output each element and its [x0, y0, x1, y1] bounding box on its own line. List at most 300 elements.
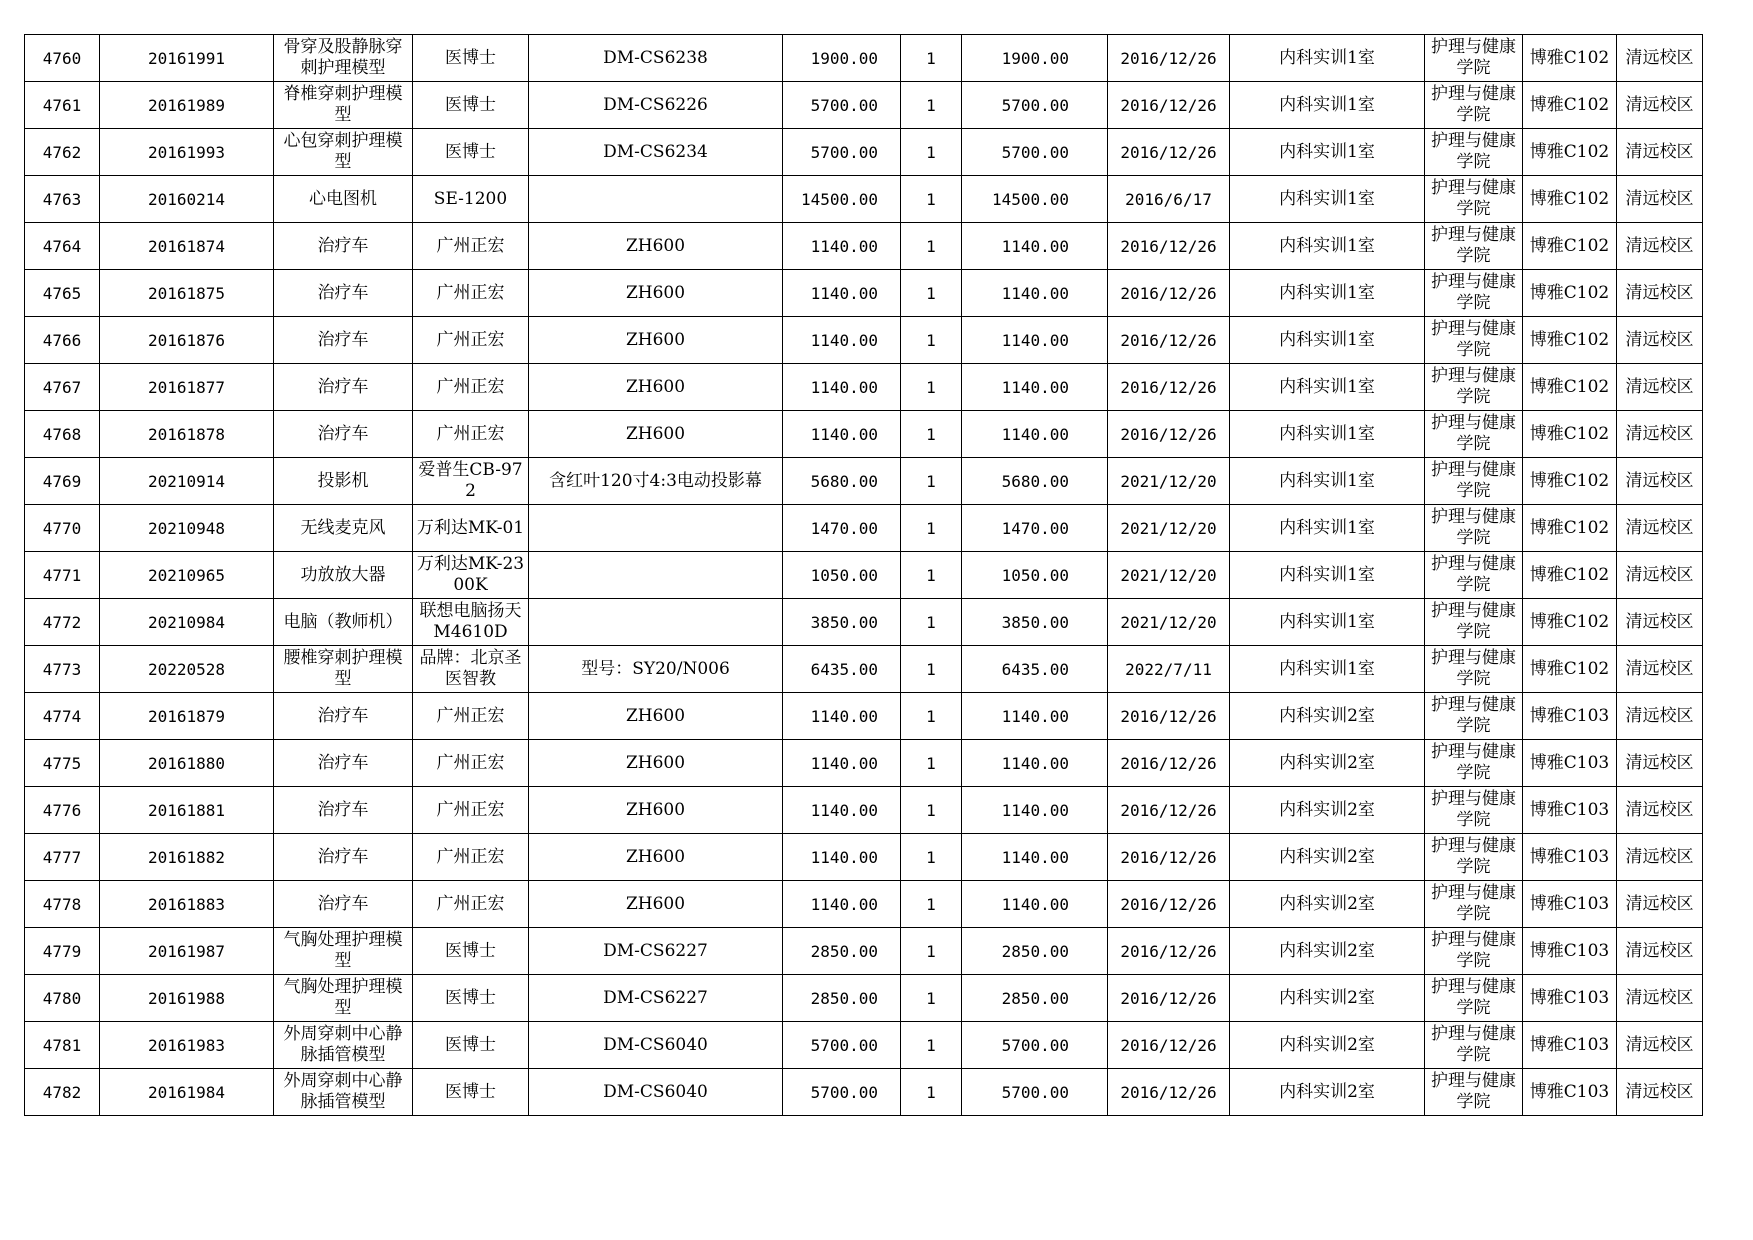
- cell-name: 无线麦克风: [274, 505, 413, 552]
- cell-date: 2016/12/26: [1108, 787, 1230, 834]
- cell-seq: 4760: [25, 35, 100, 82]
- cell-total: 2850.00: [962, 975, 1108, 1022]
- asset-table: [24, 34, 1703, 1116]
- table-row: [25, 505, 1703, 552]
- cell-total: 14500.00: [962, 176, 1108, 223]
- cell-date: 2016/6/17: [1108, 176, 1230, 223]
- cell-campus: 清远校区: [1617, 317, 1703, 364]
- cell-name: 功放放大器: [274, 552, 413, 599]
- cell-dept: 护理与健康学院: [1425, 223, 1523, 270]
- cell-location: 内科实训1室: [1230, 364, 1425, 411]
- cell-name: 治疗车: [274, 364, 413, 411]
- cell-total: 1140.00: [962, 881, 1108, 928]
- cell-name: 电脑（教师机）: [274, 599, 413, 646]
- cell-seq: 4781: [25, 1022, 100, 1069]
- cell-brand: 广州正宏: [413, 787, 529, 834]
- cell-location: 内科实训2室: [1230, 787, 1425, 834]
- cell-campus: 清远校区: [1617, 881, 1703, 928]
- cell-total: 1140.00: [962, 364, 1108, 411]
- cell-room: 博雅C103: [1523, 693, 1617, 740]
- cell-campus: 清远校区: [1617, 599, 1703, 646]
- cell-model: ZH600: [529, 223, 783, 270]
- cell-dept: 护理与健康学院: [1425, 975, 1523, 1022]
- cell-dept: 护理与健康学院: [1425, 317, 1523, 364]
- table-row: [25, 364, 1703, 411]
- cell-total: 1900.00: [962, 35, 1108, 82]
- cell-room: 博雅C102: [1523, 599, 1617, 646]
- cell-date: 2016/12/26: [1108, 317, 1230, 364]
- cell-room: 博雅C102: [1523, 223, 1617, 270]
- cell-dept: 护理与健康学院: [1425, 82, 1523, 129]
- cell-brand: 广州正宏: [413, 223, 529, 270]
- cell-dept: 护理与健康学院: [1425, 176, 1523, 223]
- cell-room: 博雅C103: [1523, 1069, 1617, 1116]
- cell-campus: 清远校区: [1617, 35, 1703, 82]
- cell-seq: 4770: [25, 505, 100, 552]
- cell-campus: 清远校区: [1617, 975, 1703, 1022]
- cell-location: 内科实训1室: [1230, 129, 1425, 176]
- table-row: [25, 1069, 1703, 1116]
- cell-brand: 广州正宏: [413, 740, 529, 787]
- cell-campus: 清远校区: [1617, 458, 1703, 505]
- cell-dept: 护理与健康学院: [1425, 787, 1523, 834]
- cell-asset-no: 20161993: [100, 129, 274, 176]
- cell-campus: 清远校区: [1617, 787, 1703, 834]
- cell-model: 含红叶120寸4:3电动投影幕: [529, 458, 783, 505]
- cell-qty: 1: [901, 834, 962, 881]
- cell-model: DM-CS6040: [529, 1022, 783, 1069]
- cell-seq: 4766: [25, 317, 100, 364]
- cell-dept: 护理与健康学院: [1425, 458, 1523, 505]
- cell-room: 博雅C102: [1523, 552, 1617, 599]
- cell-seq: 4764: [25, 223, 100, 270]
- cell-dept: 护理与健康学院: [1425, 693, 1523, 740]
- cell-qty: 1: [901, 975, 962, 1022]
- cell-location: 内科实训2室: [1230, 928, 1425, 975]
- cell-campus: 清远校区: [1617, 693, 1703, 740]
- cell-qty: 1: [901, 693, 962, 740]
- cell-date: 2016/12/26: [1108, 1069, 1230, 1116]
- cell-asset-no: 20161987: [100, 928, 274, 975]
- table-row: [25, 881, 1703, 928]
- cell-unit-price: 5700.00: [783, 82, 901, 129]
- cell-brand: 广州正宏: [413, 364, 529, 411]
- cell-brand: 品牌：北京圣医智教: [413, 646, 529, 693]
- cell-date: 2016/12/26: [1108, 834, 1230, 881]
- cell-model: [529, 176, 783, 223]
- cell-total: 1470.00: [962, 505, 1108, 552]
- cell-model: DM-CS6227: [529, 975, 783, 1022]
- asset-table-body: [25, 35, 1703, 1116]
- cell-dept: 护理与健康学院: [1425, 881, 1523, 928]
- cell-seq: 4778: [25, 881, 100, 928]
- cell-model: DM-CS6234: [529, 129, 783, 176]
- cell-total: 1050.00: [962, 552, 1108, 599]
- cell-brand: 广州正宏: [413, 881, 529, 928]
- cell-date: 2021/12/20: [1108, 505, 1230, 552]
- cell-unit-price: 14500.00: [783, 176, 901, 223]
- cell-campus: 清远校区: [1617, 129, 1703, 176]
- cell-dept: 护理与健康学院: [1425, 928, 1523, 975]
- cell-asset-no: 20161883: [100, 881, 274, 928]
- table-row: [25, 599, 1703, 646]
- cell-seq: 4765: [25, 270, 100, 317]
- table-row: [25, 740, 1703, 787]
- cell-qty: 1: [901, 928, 962, 975]
- cell-dept: 护理与健康学院: [1425, 1069, 1523, 1116]
- cell-location: 内科实训1室: [1230, 35, 1425, 82]
- cell-unit-price: 1140.00: [783, 881, 901, 928]
- cell-model: ZH600: [529, 364, 783, 411]
- cell-qty: 1: [901, 411, 962, 458]
- cell-date: 2016/12/26: [1108, 223, 1230, 270]
- cell-model: ZH600: [529, 693, 783, 740]
- cell-brand: 医博士: [413, 928, 529, 975]
- cell-qty: 1: [901, 787, 962, 834]
- cell-name: 气胸处理护理模型: [274, 928, 413, 975]
- cell-dept: 护理与健康学院: [1425, 364, 1523, 411]
- cell-name: 外周穿刺中心静脉插管模型: [274, 1069, 413, 1116]
- cell-total: 1140.00: [962, 834, 1108, 881]
- cell-brand: 广州正宏: [413, 411, 529, 458]
- asset-table-sheet: [24, 34, 1703, 1116]
- cell-total: 2850.00: [962, 928, 1108, 975]
- cell-asset-no: 20161874: [100, 223, 274, 270]
- cell-location: 内科实训2室: [1230, 693, 1425, 740]
- cell-seq: 4768: [25, 411, 100, 458]
- cell-campus: 清远校区: [1617, 176, 1703, 223]
- cell-seq: 4773: [25, 646, 100, 693]
- cell-unit-price: 1050.00: [783, 552, 901, 599]
- cell-campus: 清远校区: [1617, 270, 1703, 317]
- cell-dept: 护理与健康学院: [1425, 129, 1523, 176]
- cell-asset-no: 20161876: [100, 317, 274, 364]
- cell-location: 内科实训1室: [1230, 270, 1425, 317]
- cell-unit-price: 1140.00: [783, 834, 901, 881]
- cell-room: 博雅C103: [1523, 881, 1617, 928]
- cell-seq: 4763: [25, 176, 100, 223]
- cell-brand: 广州正宏: [413, 270, 529, 317]
- cell-campus: 清远校区: [1617, 1022, 1703, 1069]
- cell-asset-no: 20210914: [100, 458, 274, 505]
- cell-brand: 医博士: [413, 975, 529, 1022]
- cell-unit-price: 1140.00: [783, 411, 901, 458]
- cell-asset-no: 20210948: [100, 505, 274, 552]
- cell-model: ZH600: [529, 317, 783, 364]
- cell-dept: 护理与健康学院: [1425, 505, 1523, 552]
- cell-model: ZH600: [529, 411, 783, 458]
- cell-asset-no: 20210965: [100, 552, 274, 599]
- cell-asset-no: 20220528: [100, 646, 274, 693]
- cell-unit-price: 3850.00: [783, 599, 901, 646]
- cell-qty: 1: [901, 270, 962, 317]
- table-row: [25, 1022, 1703, 1069]
- table-row: [25, 176, 1703, 223]
- cell-model: ZH600: [529, 881, 783, 928]
- cell-brand: 医博士: [413, 1069, 529, 1116]
- cell-qty: 1: [901, 317, 962, 364]
- table-row: [25, 787, 1703, 834]
- cell-asset-no: 20161991: [100, 35, 274, 82]
- cell-unit-price: 6435.00: [783, 646, 901, 693]
- cell-asset-no: 20161877: [100, 364, 274, 411]
- cell-room: 博雅C103: [1523, 1022, 1617, 1069]
- table-row: [25, 928, 1703, 975]
- cell-model: [529, 505, 783, 552]
- cell-qty: 1: [901, 364, 962, 411]
- cell-location: 内科实训1室: [1230, 552, 1425, 599]
- cell-name: 腰椎穿刺护理模型: [274, 646, 413, 693]
- cell-dept: 护理与健康学院: [1425, 35, 1523, 82]
- cell-date: 2016/12/26: [1108, 1022, 1230, 1069]
- cell-room: 博雅C102: [1523, 176, 1617, 223]
- cell-location: 内科实训1室: [1230, 505, 1425, 552]
- cell-dept: 护理与健康学院: [1425, 1022, 1523, 1069]
- cell-asset-no: 20161878: [100, 411, 274, 458]
- cell-total: 1140.00: [962, 740, 1108, 787]
- cell-unit-price: 5700.00: [783, 1069, 901, 1116]
- cell-model: [529, 552, 783, 599]
- cell-location: 内科实训1室: [1230, 599, 1425, 646]
- cell-seq: 4767: [25, 364, 100, 411]
- cell-total: 3850.00: [962, 599, 1108, 646]
- cell-campus: 清远校区: [1617, 552, 1703, 599]
- cell-location: 内科实训1室: [1230, 317, 1425, 364]
- cell-total: 5700.00: [962, 1022, 1108, 1069]
- table-row: [25, 82, 1703, 129]
- cell-name: 心包穿刺护理模型: [274, 129, 413, 176]
- cell-asset-no: 20161983: [100, 1022, 274, 1069]
- cell-date: 2016/12/26: [1108, 928, 1230, 975]
- cell-brand: 医博士: [413, 35, 529, 82]
- cell-seq: 4762: [25, 129, 100, 176]
- cell-unit-price: 1140.00: [783, 364, 901, 411]
- cell-total: 1140.00: [962, 693, 1108, 740]
- cell-location: 内科实训1室: [1230, 458, 1425, 505]
- cell-total: 5700.00: [962, 1069, 1108, 1116]
- table-row: [25, 693, 1703, 740]
- cell-qty: 1: [901, 599, 962, 646]
- cell-name: 投影机: [274, 458, 413, 505]
- cell-asset-no: 20161989: [100, 82, 274, 129]
- cell-name: 治疗车: [274, 834, 413, 881]
- cell-date: 2016/12/26: [1108, 364, 1230, 411]
- cell-date: 2016/12/26: [1108, 693, 1230, 740]
- cell-brand: 医博士: [413, 129, 529, 176]
- cell-unit-price: 1140.00: [783, 270, 901, 317]
- cell-location: 内科实训1室: [1230, 411, 1425, 458]
- cell-name: 治疗车: [274, 881, 413, 928]
- cell-dept: 护理与健康学院: [1425, 740, 1523, 787]
- cell-seq: 4769: [25, 458, 100, 505]
- cell-room: 博雅C103: [1523, 787, 1617, 834]
- cell-model: ZH600: [529, 740, 783, 787]
- cell-room: 博雅C103: [1523, 834, 1617, 881]
- cell-model: DM-CS6227: [529, 928, 783, 975]
- cell-date: 2016/12/26: [1108, 35, 1230, 82]
- cell-campus: 清远校区: [1617, 646, 1703, 693]
- cell-qty: 1: [901, 552, 962, 599]
- cell-date: 2016/12/26: [1108, 411, 1230, 458]
- table-row: [25, 834, 1703, 881]
- cell-qty: 1: [901, 223, 962, 270]
- cell-location: 内科实训2室: [1230, 881, 1425, 928]
- cell-name: 外周穿刺中心静脉插管模型: [274, 1022, 413, 1069]
- cell-room: 博雅C102: [1523, 35, 1617, 82]
- cell-location: 内科实训1室: [1230, 646, 1425, 693]
- table-row: [25, 35, 1703, 82]
- cell-date: 2022/7/11: [1108, 646, 1230, 693]
- cell-seq: 4777: [25, 834, 100, 881]
- cell-brand: 广州正宏: [413, 834, 529, 881]
- cell-room: 博雅C102: [1523, 270, 1617, 317]
- cell-brand: 爱普生CB-972: [413, 458, 529, 505]
- cell-room: 博雅C102: [1523, 317, 1617, 364]
- cell-campus: 清远校区: [1617, 82, 1703, 129]
- cell-dept: 护理与健康学院: [1425, 646, 1523, 693]
- cell-seq: 4774: [25, 693, 100, 740]
- cell-unit-price: 1900.00: [783, 35, 901, 82]
- cell-dept: 护理与健康学院: [1425, 834, 1523, 881]
- cell-campus: 清远校区: [1617, 223, 1703, 270]
- cell-date: 2016/12/26: [1108, 129, 1230, 176]
- cell-unit-price: 5680.00: [783, 458, 901, 505]
- cell-campus: 清远校区: [1617, 834, 1703, 881]
- cell-campus: 清远校区: [1617, 364, 1703, 411]
- cell-name: 心电图机: [274, 176, 413, 223]
- cell-unit-price: 2850.00: [783, 975, 901, 1022]
- cell-name: 治疗车: [274, 693, 413, 740]
- cell-asset-no: 20161881: [100, 787, 274, 834]
- cell-asset-no: 20210984: [100, 599, 274, 646]
- cell-brand: 广州正宏: [413, 317, 529, 364]
- cell-location: 内科实训1室: [1230, 82, 1425, 129]
- cell-brand: 万利达MK-01: [413, 505, 529, 552]
- cell-brand: SE-1200: [413, 176, 529, 223]
- cell-seq: 4782: [25, 1069, 100, 1116]
- table-row: [25, 458, 1703, 505]
- cell-asset-no: 20161988: [100, 975, 274, 1022]
- cell-date: 2021/12/20: [1108, 552, 1230, 599]
- table-row: [25, 317, 1703, 364]
- cell-asset-no: 20161875: [100, 270, 274, 317]
- cell-dept: 护理与健康学院: [1425, 599, 1523, 646]
- cell-room: 博雅C103: [1523, 975, 1617, 1022]
- cell-qty: 1: [901, 740, 962, 787]
- cell-name: 治疗车: [274, 411, 413, 458]
- cell-room: 博雅C103: [1523, 740, 1617, 787]
- table-row: [25, 411, 1703, 458]
- table-row: [25, 552, 1703, 599]
- cell-total: 5700.00: [962, 82, 1108, 129]
- cell-asset-no: 20160214: [100, 176, 274, 223]
- cell-model: ZH600: [529, 834, 783, 881]
- cell-seq: 4771: [25, 552, 100, 599]
- cell-room: 博雅C102: [1523, 646, 1617, 693]
- cell-date: 2016/12/26: [1108, 270, 1230, 317]
- cell-asset-no: 20161879: [100, 693, 274, 740]
- cell-brand: 医博士: [413, 82, 529, 129]
- cell-seq: 4761: [25, 82, 100, 129]
- cell-total: 5700.00: [962, 129, 1108, 176]
- cell-total: 5680.00: [962, 458, 1108, 505]
- cell-unit-price: 1140.00: [783, 317, 901, 364]
- cell-asset-no: 20161882: [100, 834, 274, 881]
- table-row: [25, 270, 1703, 317]
- cell-seq: 4780: [25, 975, 100, 1022]
- cell-qty: 1: [901, 1069, 962, 1116]
- table-row: [25, 129, 1703, 176]
- cell-date: 2021/12/20: [1108, 599, 1230, 646]
- cell-room: 博雅C102: [1523, 82, 1617, 129]
- cell-name: 治疗车: [274, 270, 413, 317]
- cell-date: 2016/12/26: [1108, 881, 1230, 928]
- cell-seq: 4772: [25, 599, 100, 646]
- cell-name: 脊椎穿刺护理模型: [274, 82, 413, 129]
- cell-room: 博雅C102: [1523, 458, 1617, 505]
- cell-model: ZH600: [529, 787, 783, 834]
- cell-qty: 1: [901, 505, 962, 552]
- cell-model: DM-CS6238: [529, 35, 783, 82]
- cell-model: DM-CS6040: [529, 1069, 783, 1116]
- cell-campus: 清远校区: [1617, 740, 1703, 787]
- cell-qty: 1: [901, 176, 962, 223]
- cell-location: 内科实训1室: [1230, 176, 1425, 223]
- cell-asset-no: 20161984: [100, 1069, 274, 1116]
- cell-total: 1140.00: [962, 223, 1108, 270]
- cell-qty: 1: [901, 1022, 962, 1069]
- cell-asset-no: 20161880: [100, 740, 274, 787]
- cell-room: 博雅C102: [1523, 505, 1617, 552]
- cell-qty: 1: [901, 458, 962, 505]
- cell-unit-price: 1470.00: [783, 505, 901, 552]
- cell-unit-price: 1140.00: [783, 740, 901, 787]
- table-row: [25, 646, 1703, 693]
- cell-total: 1140.00: [962, 270, 1108, 317]
- cell-dept: 护理与健康学院: [1425, 411, 1523, 458]
- cell-qty: 1: [901, 35, 962, 82]
- cell-unit-price: 1140.00: [783, 693, 901, 740]
- cell-room: 博雅C102: [1523, 129, 1617, 176]
- cell-name: 骨穿及股静脉穿刺护理模型: [274, 35, 413, 82]
- table-row: [25, 975, 1703, 1022]
- cell-unit-price: 1140.00: [783, 223, 901, 270]
- cell-seq: 4779: [25, 928, 100, 975]
- cell-qty: 1: [901, 881, 962, 928]
- cell-seq: 4775: [25, 740, 100, 787]
- cell-brand: 万利达MK-2300K: [413, 552, 529, 599]
- cell-unit-price: 5700.00: [783, 1022, 901, 1069]
- cell-dept: 护理与健康学院: [1425, 270, 1523, 317]
- cell-unit-price: 2850.00: [783, 928, 901, 975]
- cell-location: 内科实训2室: [1230, 834, 1425, 881]
- cell-model: DM-CS6226: [529, 82, 783, 129]
- cell-campus: 清远校区: [1617, 928, 1703, 975]
- cell-location: 内科实训1室: [1230, 223, 1425, 270]
- cell-model: 型号：SY20/N006: [529, 646, 783, 693]
- cell-total: 6435.00: [962, 646, 1108, 693]
- cell-total: 1140.00: [962, 317, 1108, 364]
- cell-brand: 广州正宏: [413, 693, 529, 740]
- cell-total: 1140.00: [962, 411, 1108, 458]
- cell-date: 2016/12/26: [1108, 82, 1230, 129]
- cell-room: 博雅C103: [1523, 928, 1617, 975]
- cell-location: 内科实训2室: [1230, 740, 1425, 787]
- cell-dept: 护理与健康学院: [1425, 552, 1523, 599]
- cell-model: [529, 599, 783, 646]
- cell-unit-price: 1140.00: [783, 787, 901, 834]
- table-row: [25, 223, 1703, 270]
